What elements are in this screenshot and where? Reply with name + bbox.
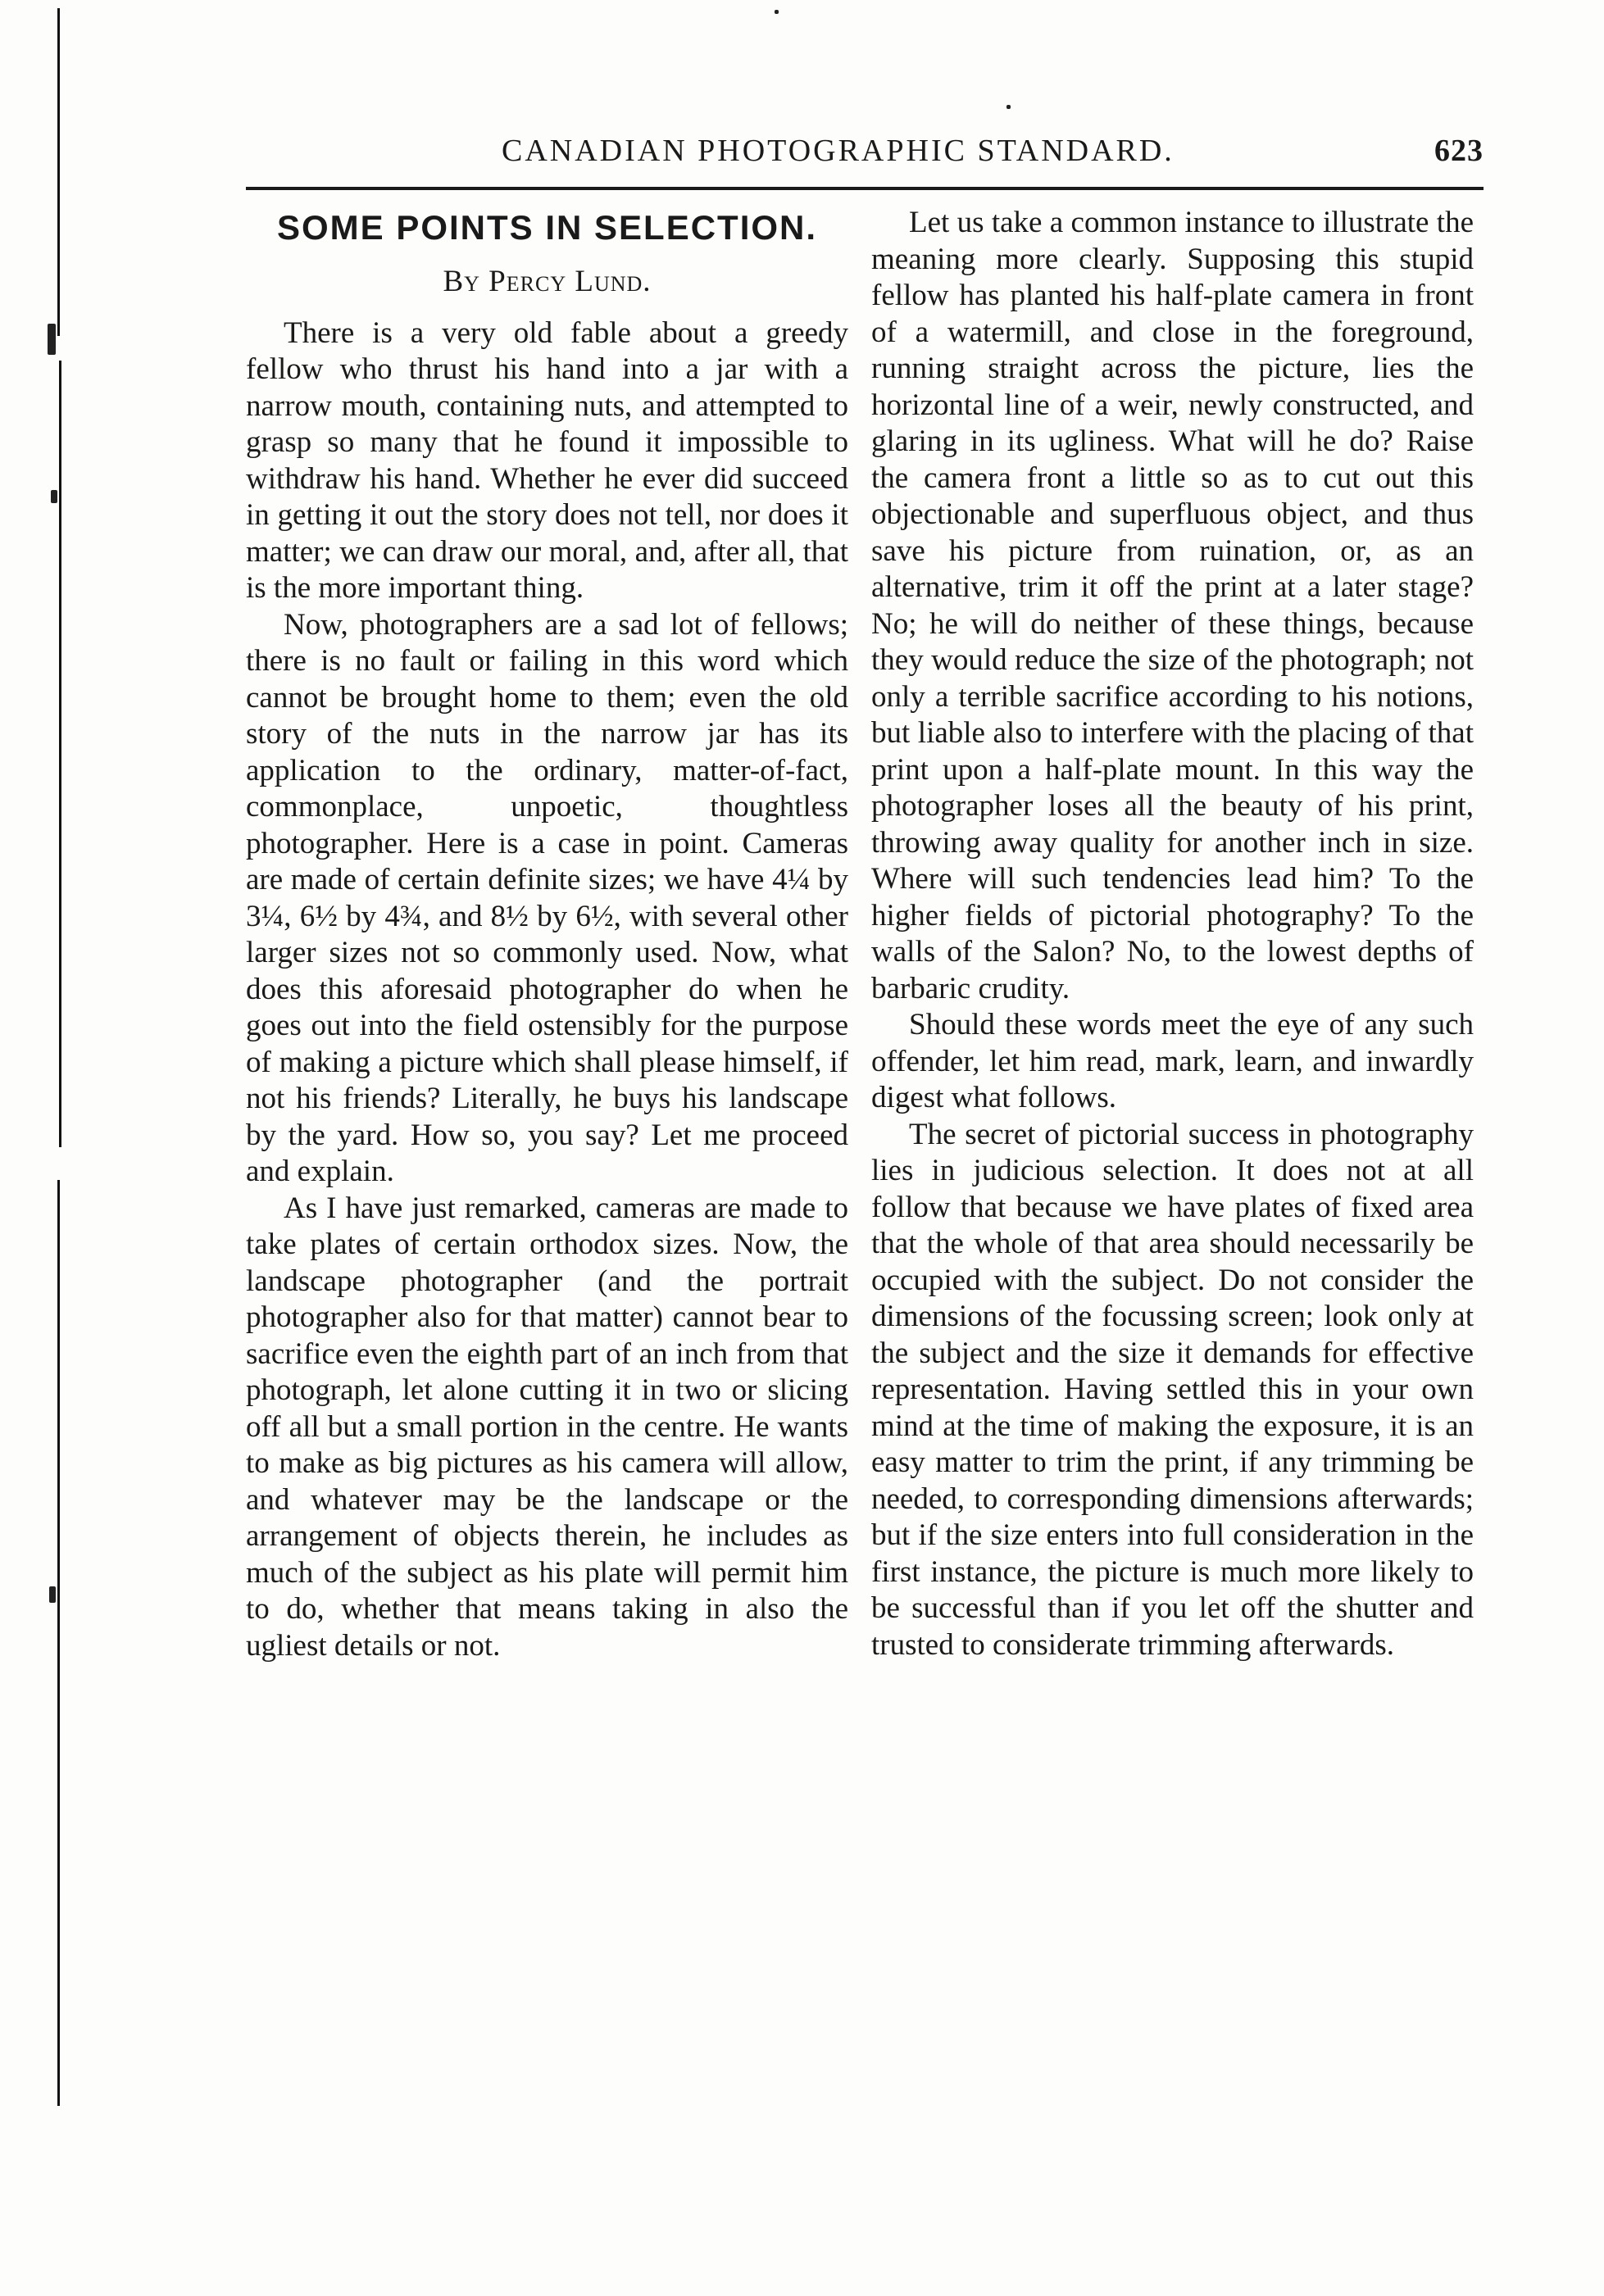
scan-dot [1006,105,1011,109]
scan-edge-mark [51,490,57,503]
page-number: 623 [1434,134,1484,168]
scan-edge-line [57,8,60,336]
paragraph: There is a very old fable about a greedy fellow who thrust his hand into a jar with a narrow mouth, containing nuts, and attempted to grasp so many that he found it impossible to withdraw his hand. Whether he ever did succeed in getting it out the story does not tell, nor does it matter; we can draw our moral, and, after all, that is the more important thing. [246,315,848,605]
scan-dot [775,10,779,14]
article-byline: By Percy Lund. [443,265,652,298]
left-column [246,205,848,1664]
running-title: CANADIAN PHOTOGRAPHIC STANDARD. [502,134,1175,168]
paragraph: The secret of pictorial success in photography lies in judicious selection. It does not at all follow that because we have plates of fixed area that the whole of that area should necessarily be occupied with the subject. Do not consider the dimensions of the focussing screen; look only at the subject and the size it demands for effective representation. Having settled this in your own mind at the time of making the exposure, it is an easy matter to trim the print, if any trimming be needed, to corresponding dimensions afterwards; but if the size enters into full consideration in the first instance, the picture is much more likely to be successful than if you let off the shutter and trusted to considerate trimming afterwards. [871,1117,1474,1662]
paragraph: Let us take a common instance to illustrate the meaning more clearly. Supposing this stupid fellow has planted his half-plate camera in front of a watermill, and close in the foreground, running straight across the picture, lies the horizontal line of a weir, newly constructed, and glaring in its ugliness. What will he do? Raise the camera front a little so as to cut out this objectionable and superfluous object, and thus save his picture from ruination, or, as an alternative, trim it off the print at a later stage? No; he will do neither of these things, because they would reduce the size of the photograph; not only a terrible sacrifice according to his notions, but liable also to interfere with the placing of that print upon a half-plate mount. In this way the photographer loses all the beauty of his print, throwing away quality for another inch in size. Where will such tendencies lead him? To the higher fields of pictorial photography? To the walls of the Salon? No, to the lowest depths of barbaric crudity. [871,206,1474,1005]
scan-edge-mark [49,1586,56,1603]
scan-edge-line [59,361,61,1147]
paragraph: Should these words meet the eye of any such offender, let him read, mark, learn, and inwardly digest what follows. [871,1008,1474,1114]
article-title: SOME POINTS IN SELECTION. [276,208,818,247]
right-column [871,205,1474,1663]
scan-edge-line [57,1180,60,2106]
paragraph: As I have just remarked, cameras are made to take plates of certain orthodox sizes. Now, the landscape photographer (and the portrait photographer also for that matter) cannot bear to sacrifice even the eighth part of an inch from that photograph, let alone cutting it in two or slicing off all but a small portion in the centre. He wants to make as big pictures as his camera will allow, and whatever may be the landscape or the arrangement of objects therein, he includes as much of the subject as his plate will permit him to do, whether that means taking in also the ugliest details or not. [246,1191,848,1663]
scan-edge-mark [48,324,56,355]
running-header [475,133,1484,174]
header-rule [246,187,1484,190]
paragraph: Now, photographers are a sad lot of fellows; there is no fault or failing in this word which cannot be brought home to them; even the old story of the nuts in the narrow jar has its application to the ordinary, matter-of-fact, commonplace, unpoetic, thoughtless photographer. Here is a case in point. Cameras are made of certain definite sizes; we have 4¼ by 3¼, 6½ by 4¾, and 8½ by 6½, with several other larger sizes not so commonly used. Now, what does this aforesaid photographer do when he goes out into the field ostensibly for the purpose of making a picture which shall please himself, if not his friends? Literally, he buys his landscape by the yard. How so, you say? Let me proceed and explain. [246,607,848,1188]
